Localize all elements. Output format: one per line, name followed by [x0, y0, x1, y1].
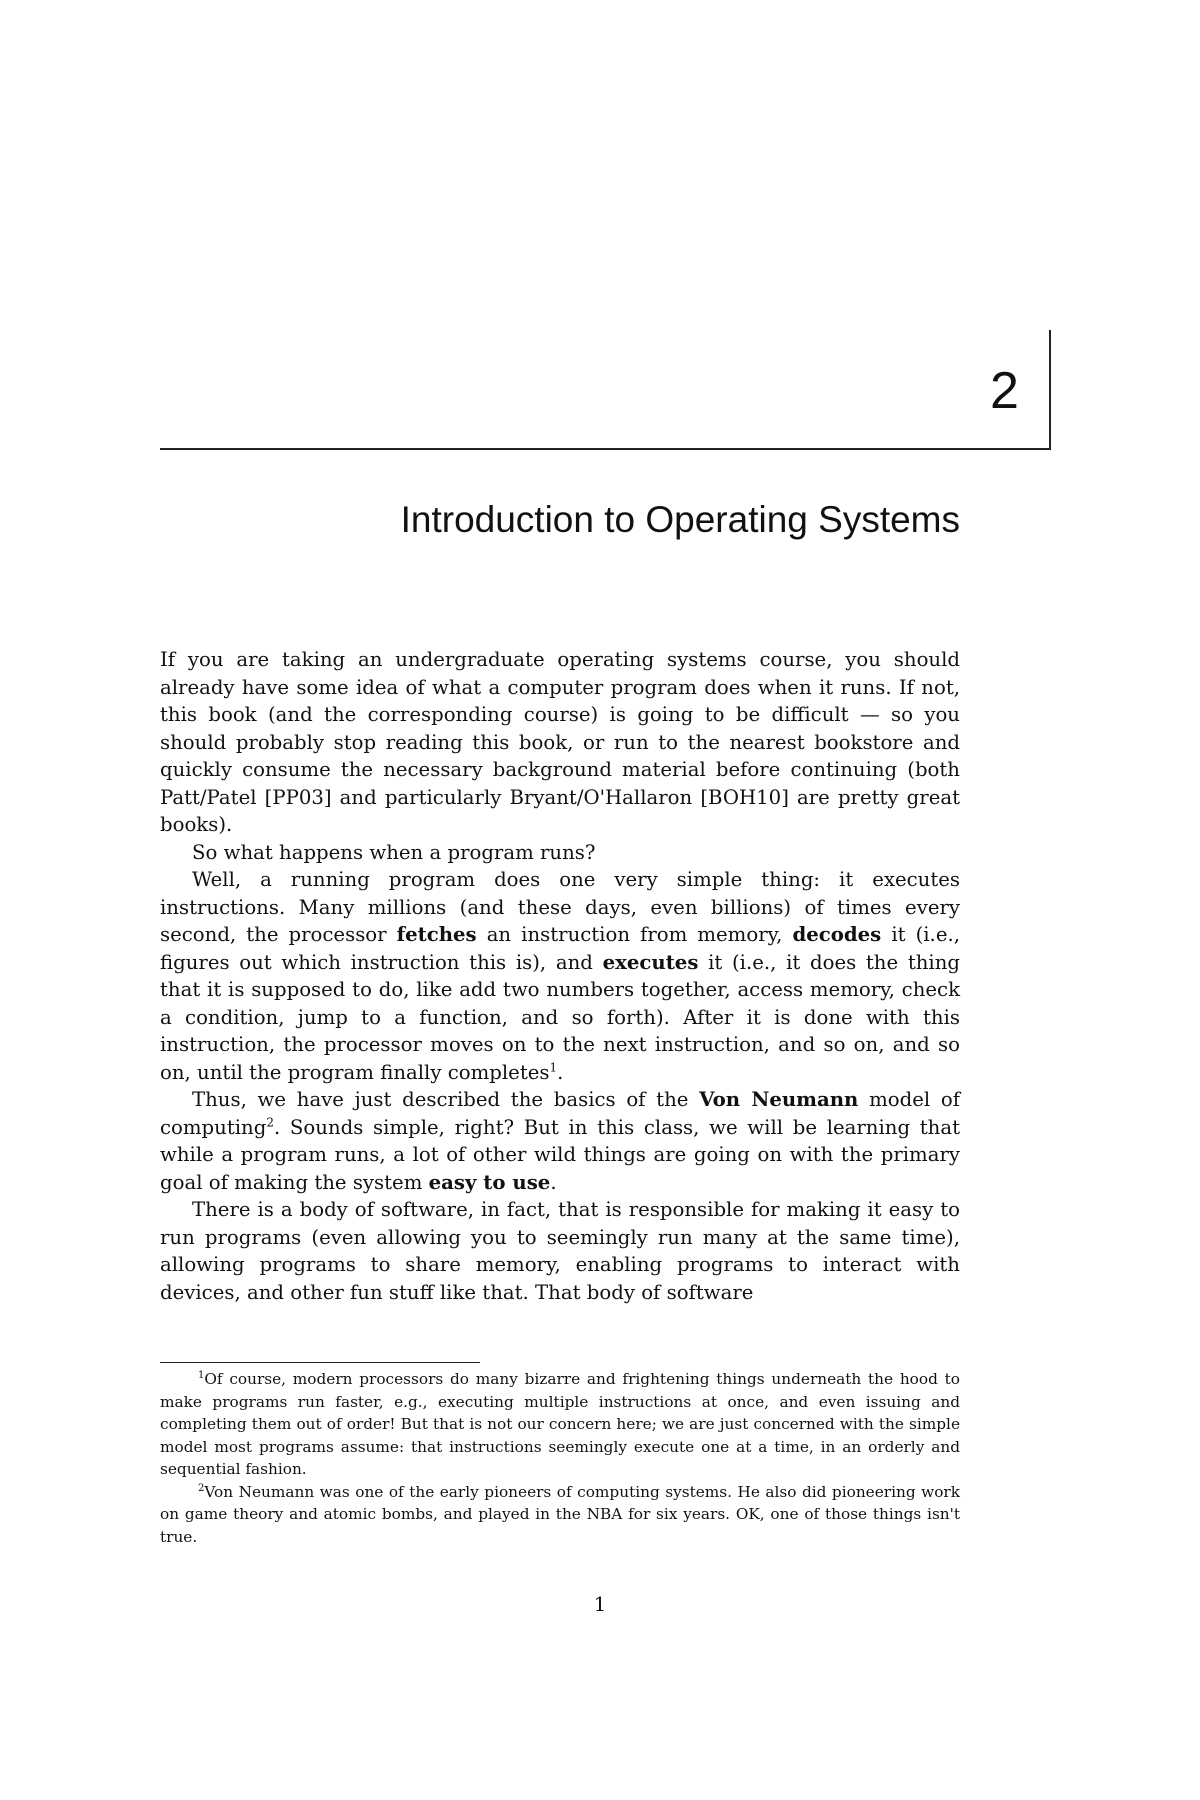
paragraph-2: So what happens when a program runs?	[192, 840, 596, 864]
paragraph-4	[160, 1086, 960, 1196]
paragraph-3-text-b: an instruction from memory,	[476, 923, 793, 946]
term-fetches: fetches	[396, 923, 477, 946]
term-easy-to-use: easy to use	[428, 1170, 551, 1194]
paragraph-3-text-d: it (i.e., it does the thing that it is supposed to do, like add two numbers together, access memory, check a condition, jump to a function, and so forth). After it is done with this instruction, the processor moves on to the next instruction, and so on, and so on, until the program finally completes	[160, 950, 960, 1084]
footnote-text: Von Neumann was one of the early pioneers of computing systems. He also did pioneering work on game theory and atomic bombs, and played in the NBA for six years. OK, one of those things isn't true.	[160, 1482, 960, 1546]
footnote-rule	[160, 1362, 480, 1363]
body-text	[160, 646, 960, 1306]
chapter-number: 2	[990, 362, 1019, 420]
term-von-neumann: Von Neumann	[699, 1088, 859, 1111]
footnote-1	[160, 1368, 960, 1481]
paragraph-4-text-c: . Sounds simple, right? But in this class, we will be learning that while a program runs, a lot of other wild things are going on with the primary goal of making the system	[160, 1115, 960, 1194]
paragraph-3-text-c: it (i.e., figures out which instruction this is), and	[160, 923, 960, 974]
footnote-ref-1[interactable]: 1	[549, 1059, 558, 1074]
footnotes	[160, 1368, 960, 1548]
footnote-ref-2[interactable]: 2	[266, 1114, 274, 1129]
paragraph-4-text-b: model of computing	[160, 1088, 960, 1139]
paragraph-4-text-a: Thus, we have just described the basics of the	[192, 1088, 700, 1111]
paragraph-3	[160, 866, 960, 1086]
term-decodes: decodes	[792, 923, 882, 946]
chapter-heading-rule	[160, 448, 1051, 450]
footnote-mark: 1	[198, 1369, 205, 1381]
footnote-text: Of course, modern processors do many bizarre and frightening things underneath the hood to make programs run faster, e.g., executing multiple instructions at once, and even issuing and completing them out of order! But that is not our concern here; we are just concerned with the simple model most programs assume: that instructions seemingly execute one at a time, in an orderly and sequential fashion.	[160, 1370, 960, 1478]
paragraph-3-text-e: .	[557, 1060, 564, 1084]
chapter-title: Introduction to Operating Systems	[400, 499, 960, 540]
footnote-mark: 2	[198, 1482, 205, 1494]
chapter-number-rule	[1049, 330, 1051, 450]
paragraph-3-text-a: Well, a running program does one very simple thing: it executes instructions. Many millions (and these days, even billions) of times every second, the processor	[160, 868, 960, 946]
paragraph-5: There is a body of software, in fact, that is responsible for making it easy to run programs (even allowing you to seemingly run many at the same time), allowing programs to share memory, enabling programs to interact with devices, and other fun stuff like that. That body of software	[160, 1198, 960, 1304]
paragraph-1: If you are taking an undergraduate operating systems course, you should already have some idea of what a computer program does when it runs. If not, this book (and the corresponding course) is going to be difficult — so you should probably stop reading this book, or run to the nearest bookstore and quickly consume the necessary background material before continuing (both Patt/Patel [PP03] and particularly Bryant/O'Hallaron [BOH10] are pretty great books).	[160, 648, 960, 836]
page-number: 1	[593, 1592, 607, 1616]
term-executes: executes	[602, 950, 699, 974]
paragraph-4-text-d: .	[550, 1170, 557, 1194]
footnote-2	[160, 1481, 960, 1549]
